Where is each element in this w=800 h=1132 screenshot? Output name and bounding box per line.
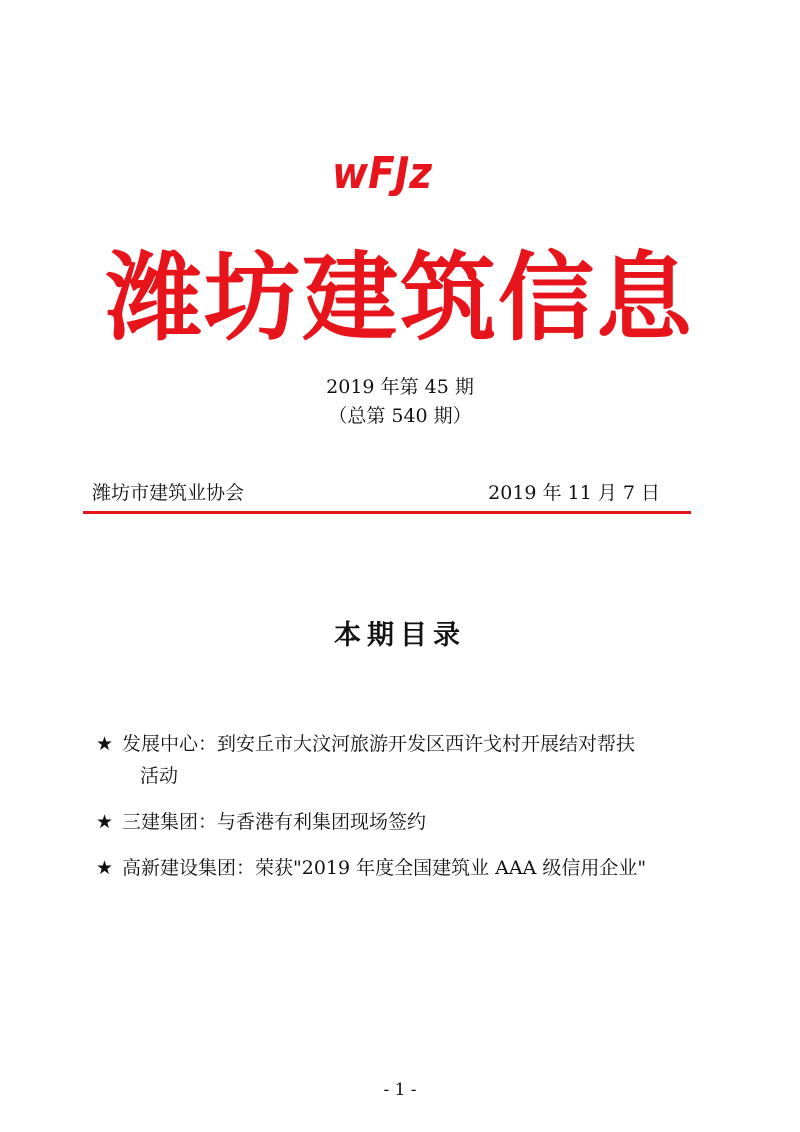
association-logo [330, 146, 434, 196]
star-icon: ★ [96, 733, 114, 755]
toc-item [96, 813, 716, 832]
logo-text: wFJz [332, 148, 433, 196]
toc-title: 本期目录 [334, 620, 466, 651]
masthead-title: 潍坊建筑信息 [106, 242, 694, 354]
toc-item-text: 高新建设集团：荣获"2019 年度全国建筑业 AAA 级信用企业" [122, 857, 647, 879]
toc-item-text-continued: 活动 [140, 765, 179, 787]
toc-list [96, 735, 716, 878]
header-divider [83, 511, 691, 514]
toc-item [96, 859, 716, 878]
publisher-name: 潍坊市建筑业协会 [92, 482, 245, 504]
toc-item [96, 735, 716, 786]
issue-number: 2019 年第 45 期 [326, 376, 474, 398]
star-icon: ★ [96, 811, 114, 833]
publish-date: 2019 年 11 月 7 日 [488, 482, 660, 504]
toc-item-text: 发展中心：到安丘市大汶河旅游开发区西许戈村开展结对帮扶 [122, 733, 636, 755]
issue-total: （总第 540 期） [328, 405, 472, 427]
toc-item-text: 三建集团：与香港有利集团现场签约 [122, 811, 427, 833]
page-number: - 1 - [383, 1080, 417, 1100]
star-icon: ★ [96, 857, 114, 879]
